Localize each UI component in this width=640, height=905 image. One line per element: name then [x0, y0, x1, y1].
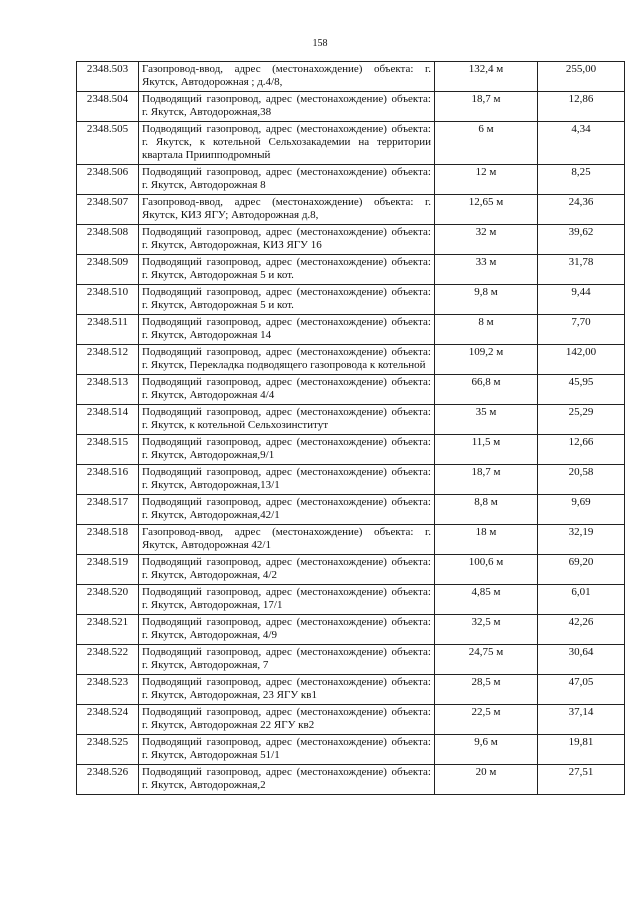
row-id-cell: 2348.520 [77, 585, 139, 615]
row-value-cell: 69,20 [538, 555, 625, 585]
row-length-cell: 9,8 м [435, 285, 538, 315]
row-length-cell: 32 м [435, 225, 538, 255]
row-description-cell: Газопровод-ввод, адрес (местонахождение) объекта: г. Якутск, КИЗ ЯГУ; Автодорожная д.8, [139, 195, 435, 225]
table-row [77, 345, 625, 375]
row-length-cell: 66,8 м [435, 375, 538, 405]
table-row [77, 615, 625, 645]
row-length-cell: 18,7 м [435, 465, 538, 495]
row-description-cell: Подводящий газопровод, адрес (местонахождение) объекта: г. Якутск, Автодорожная 4/4 [139, 375, 435, 405]
row-description-cell: Подводящий газопровод, адрес (местонахождение) объекта: г. Якутск, Автодорожная,13/1 [139, 465, 435, 495]
table-row [77, 675, 625, 705]
row-length-cell: 12 м [435, 165, 538, 195]
row-id-cell: 2348.515 [77, 435, 139, 465]
row-id-cell: 2348.525 [77, 735, 139, 765]
table-row [77, 92, 625, 122]
table-row [77, 195, 625, 225]
row-description-cell: Подводящий газопровод, адрес (местонахождение) объекта: г. Якутск, Автодорожная 5 и кот. [139, 255, 435, 285]
table-row [77, 705, 625, 735]
row-value-cell: 47,05 [538, 675, 625, 705]
row-id-cell: 2348.508 [77, 225, 139, 255]
row-length-cell: 8,8 м [435, 495, 538, 525]
row-description-cell: Подводящий газопровод, адрес (местонахождение) объекта: г. Якутск, Автодорожная,9/1 [139, 435, 435, 465]
registry-table [76, 61, 625, 795]
table-row [77, 525, 625, 555]
row-description-cell: Подводящий газопровод, адрес (местонахождение) объекта: г. Якутск, Автодорожная 22 ЯГУ кв2 [139, 705, 435, 735]
row-length-cell: 35 м [435, 405, 538, 435]
row-description-cell: Подводящий газопровод, адрес (местонахождение) объекта: г. Якутск, Автодорожная, 23 ЯГУ кв1 [139, 675, 435, 705]
row-length-cell: 132,4 м [435, 62, 538, 92]
row-description-cell: Подводящий газопровод, адрес (местонахождение) объекта: г. Якутск, Автодорожная,38 [139, 92, 435, 122]
registry-table-body [77, 62, 625, 795]
row-value-cell: 24,36 [538, 195, 625, 225]
row-description-cell: Подводящий газопровод, адрес (местонахождение) объекта: г. Якутск, Автодорожная, 7 [139, 645, 435, 675]
table-row [77, 62, 625, 92]
row-description-cell: Подводящий газопровод, адрес (местонахождение) объекта: г. Якутск, Автодорожная,42/1 [139, 495, 435, 525]
row-id-cell: 2348.526 [77, 765, 139, 795]
row-id-cell: 2348.505 [77, 122, 139, 165]
table-row [77, 555, 625, 585]
row-value-cell: 7,70 [538, 315, 625, 345]
row-length-cell: 20 м [435, 765, 538, 795]
table-row [77, 645, 625, 675]
row-value-cell: 9,69 [538, 495, 625, 525]
row-value-cell: 19,81 [538, 735, 625, 765]
row-description-cell: Подводящий газопровод, адрес (местонахождение) объекта: г. Якутск, Автодорожная 51/1 [139, 735, 435, 765]
row-value-cell: 9,44 [538, 285, 625, 315]
table-row [77, 375, 625, 405]
row-length-cell: 33 м [435, 255, 538, 285]
page-number: 158 [312, 38, 328, 49]
row-length-cell: 22,5 м [435, 705, 538, 735]
row-value-cell: 27,51 [538, 765, 625, 795]
row-length-cell: 6 м [435, 122, 538, 165]
row-value-cell: 8,25 [538, 165, 625, 195]
row-description-cell: Подводящий газопровод, адрес (местонахождение) объекта: г. Якутск, Автодорожная 5 и кот. [139, 285, 435, 315]
row-description-cell: Подводящий газопровод, адрес (местонахождение) объекта: г. Якутск, Перекладка подводящего газопровода к котельной [139, 345, 435, 375]
row-description-cell: Подводящий газопровод, адрес (местонахождение) объекта: г. Якутск, Автодорожная 8 [139, 165, 435, 195]
row-value-cell: 255,00 [538, 62, 625, 92]
row-id-cell: 2348.506 [77, 165, 139, 195]
row-value-cell: 37,14 [538, 705, 625, 735]
row-value-cell: 31,78 [538, 255, 625, 285]
row-description-cell: Газопровод-ввод, адрес (местонахождение) объекта: г. Якутск, Автодорожная 42/1 [139, 525, 435, 555]
row-id-cell: 2348.522 [77, 645, 139, 675]
row-id-cell: 2348.524 [77, 705, 139, 735]
row-length-cell: 12,65 м [435, 195, 538, 225]
row-id-cell: 2348.521 [77, 615, 139, 645]
table-row [77, 315, 625, 345]
table-row [77, 435, 625, 465]
table-row [77, 225, 625, 255]
table-row [77, 122, 625, 165]
row-value-cell: 142,00 [538, 345, 625, 375]
row-description-cell: Подводящий газопровод, адрес (местонахождение) объекта: г. Якутск, Автодорожная,2 [139, 765, 435, 795]
row-length-cell: 24,75 м [435, 645, 538, 675]
row-length-cell: 32,5 м [435, 615, 538, 645]
row-id-cell: 2348.509 [77, 255, 139, 285]
row-length-cell: 18,7 м [435, 92, 538, 122]
row-id-cell: 2348.507 [77, 195, 139, 225]
row-value-cell: 12,86 [538, 92, 625, 122]
row-id-cell: 2348.523 [77, 675, 139, 705]
row-value-cell: 42,26 [538, 615, 625, 645]
table-row [77, 765, 625, 795]
table-row [77, 495, 625, 525]
row-description-cell: Подводящий газопровод, адрес (местонахождение) объекта: г. Якутск, Автодорожная, 4/9 [139, 615, 435, 645]
row-length-cell: 9,6 м [435, 735, 538, 765]
row-description-cell: Подводящий газопровод, адрес (местонахождение) объекта: г. Якутск, Автодорожная 14 [139, 315, 435, 345]
row-id-cell: 2348.513 [77, 375, 139, 405]
row-id-cell: 2348.503 [77, 62, 139, 92]
row-id-cell: 2348.504 [77, 92, 139, 122]
row-value-cell: 39,62 [538, 225, 625, 255]
row-description-cell: Подводящий газопровод, адрес (местонахождение) объекта: г. Якутск, Автодорожная, КИЗ ЯГУ 16 [139, 225, 435, 255]
row-length-cell: 28,5 м [435, 675, 538, 705]
row-value-cell: 4,34 [538, 122, 625, 165]
row-length-cell: 18 м [435, 525, 538, 555]
row-description-cell: Подводящий газопровод, адрес (местонахождение) объекта: г. Якутск, Автодорожная, 17/1 [139, 585, 435, 615]
row-id-cell: 2348.512 [77, 345, 139, 375]
row-description-cell: Подводящий газопровод, адрес (местонахождение) объекта: г. Якутск, к котельной Сельхозинститут [139, 405, 435, 435]
row-value-cell: 12,66 [538, 435, 625, 465]
row-id-cell: 2348.510 [77, 285, 139, 315]
row-value-cell: 25,29 [538, 405, 625, 435]
table-row [77, 405, 625, 435]
row-description-cell: Подводящий газопровод, адрес (местонахождение) объекта: г. Якутск, Автодорожная, 4/2 [139, 555, 435, 585]
row-id-cell: 2348.517 [77, 495, 139, 525]
row-length-cell: 8 м [435, 315, 538, 345]
row-length-cell: 11,5 м [435, 435, 538, 465]
table-row [77, 735, 625, 765]
row-id-cell: 2348.518 [77, 525, 139, 555]
table-row [77, 465, 625, 495]
row-value-cell: 45,95 [538, 375, 625, 405]
row-length-cell: 100,6 м [435, 555, 538, 585]
row-id-cell: 2348.511 [77, 315, 139, 345]
row-length-cell: 109,2 м [435, 345, 538, 375]
row-description-cell: Подводящий газопровод, адрес (местонахождение) объекта: г. Якутск, к котельной Сельхозакадемии на территории квартала Приипподромный [139, 122, 435, 165]
row-value-cell: 32,19 [538, 525, 625, 555]
row-value-cell: 20,58 [538, 465, 625, 495]
row-id-cell: 2348.514 [77, 405, 139, 435]
table-row [77, 255, 625, 285]
row-id-cell: 2348.519 [77, 555, 139, 585]
table-row [77, 285, 625, 315]
row-description-cell: Газопровод-ввод, адрес (местонахождение) объекта: г. Якутск, Автодорожная ; д.4/8, [139, 62, 435, 92]
table-row [77, 585, 625, 615]
row-length-cell: 4,85 м [435, 585, 538, 615]
row-value-cell: 30,64 [538, 645, 625, 675]
row-id-cell: 2348.516 [77, 465, 139, 495]
row-value-cell: 6,01 [538, 585, 625, 615]
table-row [77, 165, 625, 195]
